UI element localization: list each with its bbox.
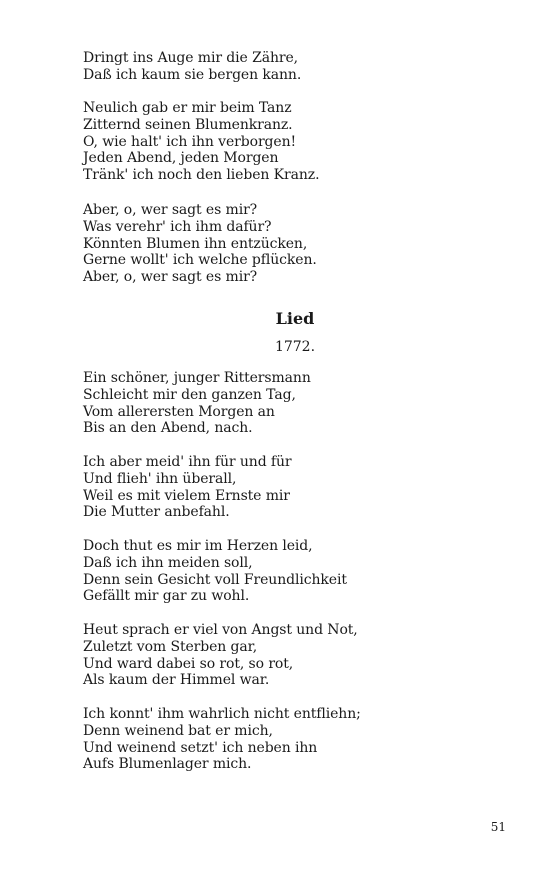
verse-line: Doch thut es mir im Herzen leid, xyxy=(83,538,313,554)
verse-line: Als kaum der Himmel war. xyxy=(83,672,270,689)
verse-line: Dringt ins Auge mir die Zähre, xyxy=(83,50,298,66)
verse-line: Aufs Blumenlager mich. xyxy=(83,756,252,773)
stanza-lied-4 xyxy=(83,622,358,689)
verse-line: Aber, o, wer sagt es mir? xyxy=(83,202,258,218)
verse-line: O, wie halt' ich ihn verborgen! xyxy=(83,133,297,150)
verse-line: Zitternd seinen Blumenkranz. xyxy=(83,116,293,133)
verse-line: Ich konnt' ihm wahrlich nicht entfliehn; xyxy=(83,706,361,722)
verse-line: Gefällt mir gar zu wohl. xyxy=(83,588,250,605)
verse-line: Was verehr' ich ihm dafür? xyxy=(83,218,272,235)
verse-line: Aber, o, wer sagt es mir? xyxy=(83,269,258,286)
verse-line: Und weinend setzt' ich neben ihn xyxy=(83,739,318,756)
verse-line: Zuletzt vom Sterben gar, xyxy=(83,638,258,655)
verse-line: Gerne wollt' ich welche pflücken. xyxy=(83,252,317,269)
stanza-lied-5 xyxy=(83,706,361,773)
verse-line: Und flieh' ihn überall, xyxy=(83,470,237,487)
stanza-lied-1 xyxy=(83,370,311,437)
verse-line: Die Mutter anbefahl. xyxy=(83,504,230,521)
stanza-lied-2 xyxy=(83,454,292,521)
stanza-top-1 xyxy=(83,50,301,84)
stanza-top-3 xyxy=(83,202,317,286)
verse-line: Schleicht mir den ganzen Tag, xyxy=(83,386,296,403)
verse-line: Bis an den Abend, nach. xyxy=(83,420,253,437)
stanza-top-2 xyxy=(83,100,319,184)
poem-date: 1772. xyxy=(274,339,316,355)
verse-line: Denn weinend bat er mich, xyxy=(83,722,273,739)
verse-line: Heut sprach er viel von Angst und Not, xyxy=(83,622,358,638)
poem-title: Lied xyxy=(275,309,315,328)
verse-line: Tränk' ich noch den lieben Kranz. xyxy=(83,167,320,184)
verse-line: Jeden Abend, jeden Morgen xyxy=(83,150,279,167)
verse-line: Ein schöner, junger Rittersmann xyxy=(83,370,311,386)
verse-line: Vom allerersten Morgen an xyxy=(83,403,275,420)
verse-line: Neulich gab er mir beim Tanz xyxy=(83,100,292,116)
verse-line: Könnten Blumen ihn entzücken, xyxy=(83,235,308,252)
verse-line: Denn sein Gesicht voll Freundlichkeit xyxy=(83,571,347,588)
stanza-lied-3 xyxy=(83,538,347,605)
verse-line: Weil es mit vielem Ernste mir xyxy=(83,487,290,504)
verse-line: Daß ich ihn meiden soll, xyxy=(83,554,253,571)
verse-line: Ich aber meid' ihn für und für xyxy=(83,454,292,470)
verse-line: Und ward dabei so rot, so rot, xyxy=(83,655,294,672)
page-number: 51 xyxy=(490,820,506,834)
verse-line: Daß ich kaum sie bergen kann. xyxy=(83,66,302,83)
